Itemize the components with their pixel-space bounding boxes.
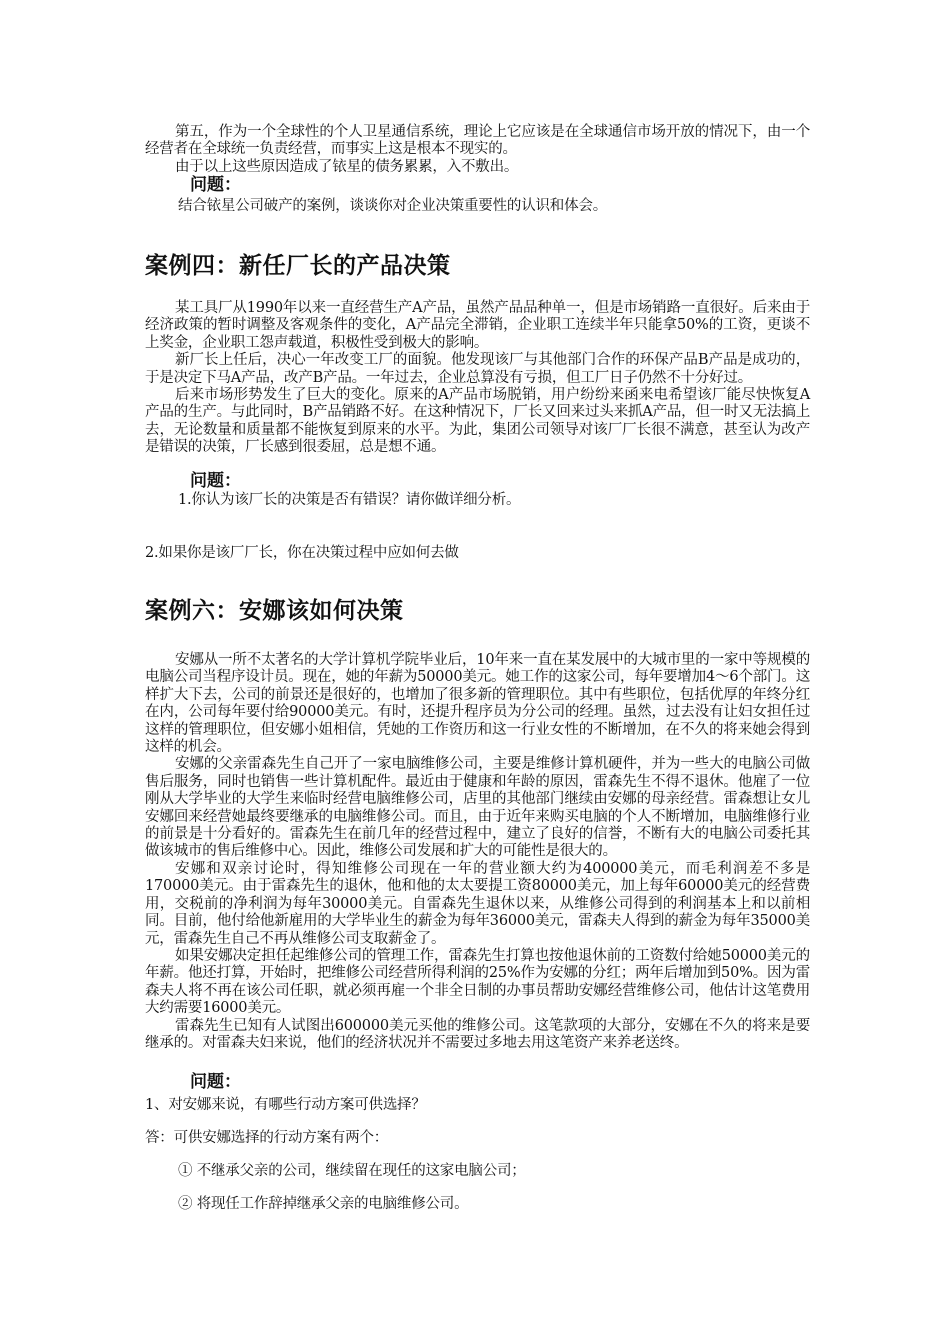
case4-question-2: 2.如果你是该厂厂长，你在决策过程中应如何去做 bbox=[145, 545, 459, 561]
case6-title: 案例六：安娜该如何决策 bbox=[145, 598, 404, 624]
case6-answer: 答：可供安娜选择的行动方案有两个： bbox=[145, 1130, 389, 1146]
case4-title: 案例四：新任厂长的产品决策 bbox=[145, 253, 451, 279]
intro-question-heading: 问题： bbox=[190, 175, 241, 195]
case4-paragraph-3: 后来市场形势发生了巨大的变化。原来的A产品市场脱销，用户纷纷来函来电希望该厂能尽快恢复A产品的生产。与此同时，B产品销路不好。在这种情况下，厂长又回来过头来抓A产品，但一时又无法搞上去，无论数量和质量都不能恢复到原来的水平。为此，集团公司领导对该厂厂长很不满意，甚至认为改产是错误的决策，厂长感到很委屈，总是想不通。 bbox=[145, 387, 810, 456]
case4-body bbox=[145, 300, 810, 457]
case6-question-1: 1、对安娜来说，有哪些行动方案可供选择？ bbox=[145, 1097, 426, 1113]
case6-paragraph-1: 安娜从一所不太著名的大学计算机学院毕业后，10年来一直在某发展中的大城市里的一家中等规模的电脑公司当程序设计员。现在，她的年薪为50000美元。她工作的这家公司，每年要增加4～6个部门。这样扩大下去，公司的前景还是很好的，也增加了很多新的管理职位。其中有些职位，包括优厚的年终分红在内，公司每年要付给90000美元。有时，还提升程序员为分公司的经理。虽然，过去没有让妇女担任过这样的管理职位，但安娜小姐相信，凭她的工作资历和这一行业女性的不断增加，在不久的将来她会得到这样的机会。 bbox=[145, 652, 810, 756]
case4-paragraph-2: 新厂长上任后，决心一年改变工厂的面貌。他发现该厂与其他部门合作的环保产品B产品是成功的，于是决定下马A产品，改产B产品。一年过去，企业总算没有亏损，但工厂日子仍然不十分好过。 bbox=[145, 352, 810, 386]
case4-question-heading: 问题： bbox=[190, 471, 241, 491]
case4-question-1: 1.你认为该厂长的决策是否有错误？请你做详细分析。 bbox=[178, 492, 521, 508]
case6-paragraph-2: 安娜的父亲雷森先生自己开了一家电脑维修公司，主要是维修计算机硬件，并为一些大的电脑公司做售后服务，同时也销售一些计算机配件。最近由于健康和年龄的原因，雷森先生不得不退休。他雇了一位刚从大学毕业的大学生来临时经营电脑维修公司，店里的其他部门继续由安娜的母亲经营。雷森想让女儿安娜回来经营她最终要继承的电脑维修公司。而且，由于近年来购买电脑的个人不断增加，电脑维修行业的前景是十分看好的。雷森先生在前几年的经营过程中，建立了良好的信誉，不断有大的电脑公司委托其做该城市的售后维修中心。因此，维修公司发展和扩大的可能性是很大的。 bbox=[145, 756, 810, 860]
intro-paragraph-2: 由于以上这些原因造成了铱星的债务累累，入不敷出。 bbox=[175, 158, 519, 175]
case6-option-1: ① 不继承父亲的公司，继续留在现任的这家电脑公司； bbox=[178, 1163, 526, 1179]
case6-body bbox=[145, 652, 810, 1052]
case6-paragraph-4: 如果安娜决定担任起维修公司的管理工作，雷森先生打算也按他退休前的工资数付给她50000美元的年薪。他还打算，开始时，把维修公司经营所得利润的25%作为安娜的分红；两年后增加到50%。因为雷森夫人将不再在该公司任职，就必须再雇一个非全日制的办事员帮助安娜经营维修公司，他估计这笔费用大约需要16000美元。 bbox=[145, 947, 810, 1017]
case4-paragraph-1: 某工具厂从1990年以来一直经营生产A产品，虽然产品品种单一，但是市场销路一直很好。后来由于经济政策的暂时调整及客观条件的变化，A产品完全滞销，企业职工连续半年只能拿50%的工资，更谈不上奖金，企业职工怨声载道，积极性受到极大的影响。 bbox=[145, 300, 810, 351]
case6-paragraph-5: 雷森先生已知有人试图出600000美元买他的维修公司。这笔款项的大部分，安娜在不久的将来是要继承的。对雷森夫妇来说，他们的经济状况并不需要过多地去用这笔资产来养老送终。 bbox=[145, 1017, 810, 1051]
intro-question-text: 结合铱星公司破产的案例，谈谈你对企业决策重要性的认识和体会。 bbox=[178, 198, 607, 214]
intro-section bbox=[145, 124, 810, 176]
intro-paragraph-1: 第五，作为一个全球性的个人卫星通信系统，理论上它应该是在全球通信市场开放的情况下，由一个经营者在全球统一负责经营，而事实上这是根本不现实的。 bbox=[145, 124, 810, 158]
case6-paragraph-3: 安娜和双亲讨论时，得知维修公司现在一年的营业额大约为400000美元，而毛利润差不多是170000美元。由于雷森先生的退休，他和他的太太要提工资80000美元，加上每年60000美元的经营费用，交税前的净利润为每年30000美元。自雷森先生退休以来，从维修公司得到的利润基本上和以前相同。目前，他付给他新雇用的大学毕业生的薪金为每年36000美元，雷森夫人得到的薪金为每年35000美元，雷森先生自己不再从维修公司支取薪金了。 bbox=[145, 860, 810, 947]
case6-option-2: ② 将现任工作辞掉继承父亲的电脑维修公司。 bbox=[178, 1196, 469, 1212]
case6-question-heading: 问题： bbox=[190, 1072, 241, 1092]
